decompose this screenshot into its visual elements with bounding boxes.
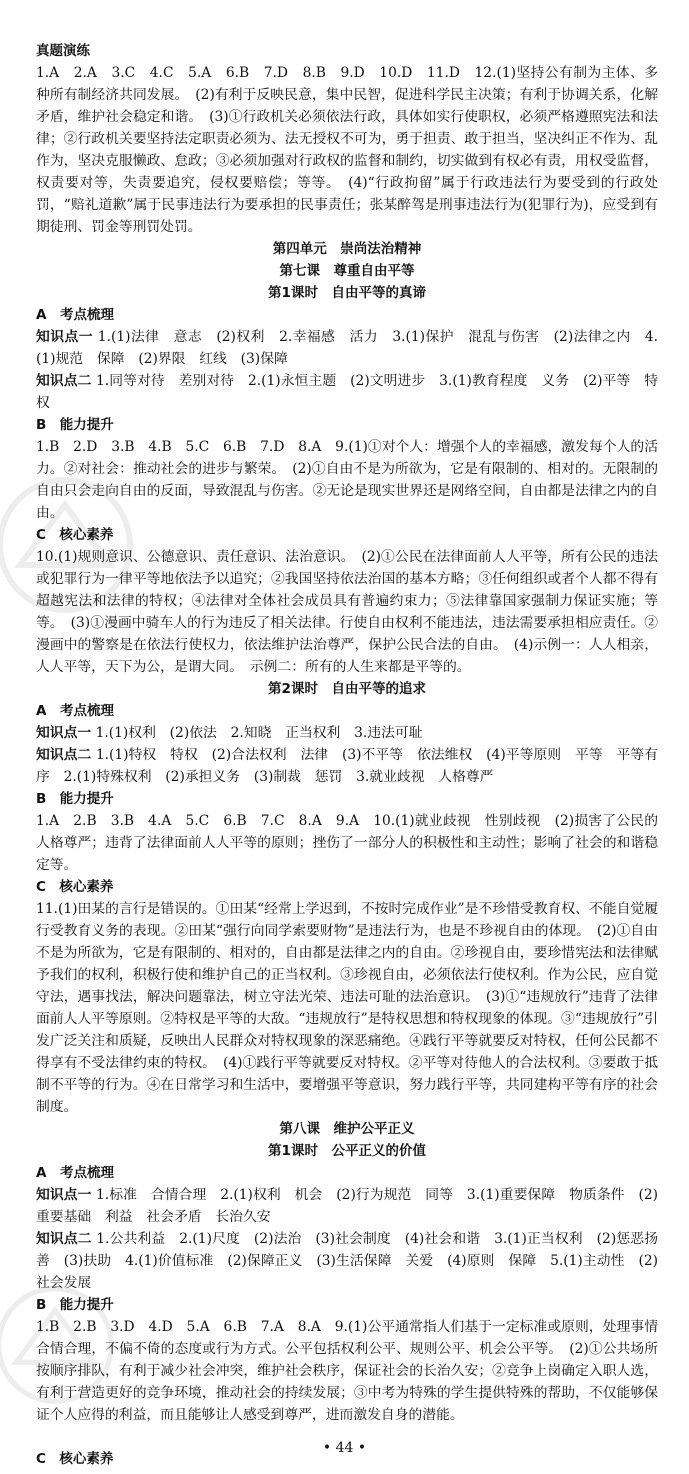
knowledge-point-text: 1.(1)法律 意志 (2)权利 2.幸福感 活力 3.(1)保护 混乱与伤害 (2)法律之内 4.(1)规范 保障 (2)界限 红线 (3)保障: [36, 329, 659, 367]
answer-paragraph: 11.(1)田某的言行是错误的。①田某“经常上学迟到，不按时完成作业”是不珍惜受教育权、不能自觉履行受教育义务的表现。②田某“强行向同学索要财物”是违法行为，也是不珍视自由的体现。 (2)①自由不是为所欲为，它是有限制的、相对的，自由都是法律之内的自由。②珍视自由，要珍惜宪法和法律赋予我们的权利，积极行使和维护自己的正当权利。③珍视自由，必须依法行使权利。作为公民，应自觉守法，遇事找法，解决问题靠法，树立守法光荣、违法可耻的法治意识。 (3)①“违规放行”违背了法律面前人人平等原则。②特权是平等的大敌。“违规放行”是特权思想和特权现象的体现。③“违规放行”引发广泛关注和质疑，反映出人民群众对特权现象的深恶痛绝。④践行平等就要反对特权，任何公民都不得享有不受法律约束的特权。 (4)①践行平等就要反对特权。②平等对待他人的合法权利。③要敢于抵制不平等的行为。④在日常学习和生活中，要增强平等意识，努力践行平等，共同建构平等有序的社会制度。: [36, 901, 658, 1115]
answer-paragraph: 10.(1)规则意识、公德意识、责任意识、法治意识。 (2)①公民在法律面前人人平等，所有公民的违法或犯罪行为一律平等地依法予以追究；②我国坚持依法治国的基本方略；③任何组织或者个人都不得有超越宪法和法律的特权；④法律对全体社会成员具有普遍约束力；⑤法律靠国家强制力保证实施；等等。 (3)①漫画中骑车人的行为违反了相关法律。行使自由权利不能违法，违法需要承担相应责任。②漫画中的警察是在依法行使权力，依法维护法治尊严，保护公民合法的自由。 (4)示例一：人人相亲，人人平等，天下为公，是谓大同。 示例二：所有的人生来都是平等的。: [36, 549, 658, 675]
section-heading: C 核心素养: [36, 527, 114, 543]
chapter-title: 第2课时 自由平等的追求: [268, 681, 426, 697]
knowledge-point: [36, 1228, 658, 1294]
section-heading: A 考点梳理: [36, 1165, 114, 1181]
answer-paragraph: 1.B 2.D 3.B 4.B 5.C 6.B 7.D 8.A 9.(1)①对个人：增强个人的幸福感，激发每个人的活力。②对社会：推动社会的进步与繁荣。 (2)①自由不是为所欲为，它是有限制的、相对的。无限制的自由只会走向自由的反面，导致混乱与伤害。②无论是现实世界还是网络空间，自由都是法律之内的自由。: [36, 439, 658, 521]
chapter-title: 第七课 尊重自由平等: [279, 263, 415, 279]
answer-paragraph: 1.A 2.B 3.B 4.A 5.C 6.B 7.C 8.A 9.A 10.(1)就业歧视 性别歧视 (2)损害了公民的人格尊严；违背了法律面前人人平等的原则；挫伤了一部分人的积极性和主动性；影响了社会的和谐稳定等。: [36, 813, 658, 873]
section-heading: B 能力提升: [36, 791, 114, 807]
answer-paragraph: 1.A 2.A 3.C 4.C 5.A 6.B 7.D 8.B 9.D 10.D 11.D 12.(1)坚持公有制为主体、多种所有制经济共同发展。 (2)有利于反映民意，集中民智，促进科学民主决策；有利于协调关系，化解矛盾，维护社会稳定和谐。 (3)①行政机关必须依法行政，具体如实行使职权，必须严格遵照宪法和法律；②行政机关要坚持法定职责必须为、法无授权不可为，勇于担责、敢于担当，坚决纠正不作为、乱作为，坚决克服懒政、怠政；③必须加强对行政权的监督和制约，切实做到有权必有责，用权受监督，权责要对等，失责要追究，侵权要赔偿；等等。 (4)“行政拘留”属于行政违法行为要受到的行政处罚，“赔礼道歉”属于民事违法行为要承担的民事责任；张某醉驾是刑事违法行为(犯罪行为)，应受到有期徒刑、罚金等刑罚处罚。: [36, 65, 658, 235]
section-heading: C 核心素养: [36, 1451, 114, 1467]
chapter-title: 第1课时 自由平等的真谛: [268, 285, 426, 301]
knowledge-point-text: 1.同等对待 差别对待 2.(1)永恒主题 (2)文明进步 3.(1)教育程度 义务 (2)平等 特权: [36, 373, 659, 411]
knowledge-point-text: 1.(1)特权 特权 (2)合法权利 法律 (3)不平等 依法维权 (4)平等原则 平等 平等有序 2.(1)特殊权利 (2)承担义务 (3)制裁 惩罚 3.就业歧视 人格尊严: [36, 747, 659, 785]
knowledge-point: [36, 326, 658, 370]
knowledge-point: [36, 744, 658, 788]
knowledge-point-label: 知识点一: [36, 725, 92, 741]
knowledge-point: [36, 370, 658, 414]
section-heading: A 考点梳理: [36, 307, 114, 323]
knowledge-point-text: 1.公共利益 2.(1)尺度 (2)法治 (3)社会制度 (4)社会和谐 3.(1)正当权利 (2)惩恶扬善 (3)扶助 4.(1)价值标准 (2)保障正义 (3)生活保障 关爱 (4)原则 保障 5.(1)主动性 (2)社会发展: [36, 1231, 659, 1291]
knowledge-point-label: 知识点二: [36, 747, 92, 763]
knowledge-point-text: 1.标准 合情合理 2.(1)权利 机会 (2)行为规范 同等 3.(1)重要保障 物质条件 (2)重要基础 利益 社会矛盾 长治久安: [36, 1187, 659, 1225]
knowledge-point-label: 知识点二: [36, 373, 92, 389]
knowledge-point: [36, 1184, 658, 1228]
knowledge-point-text: 1.(1)权利 (2)依法 2.知晓 正当权利 3.违法可耻: [95, 725, 423, 741]
section-heading: B 能力提升: [36, 417, 114, 433]
knowledge-point: [36, 722, 658, 744]
page-number: • 44 •: [322, 1440, 367, 1456]
chapter-title: 第八课 维护公平正义: [279, 1121, 415, 1137]
chapter-title: 第四单元 崇尚法治精神: [272, 241, 422, 257]
chapter-title: 第1课时 公平正义的价值: [268, 1143, 426, 1159]
knowledge-point-label: 知识点一: [36, 1187, 92, 1203]
section-heading: B 能力提升: [36, 1297, 114, 1313]
answer-paragraph: 1.B 2.B 3.D 4.D 5.A 6.B 7.A 8.A 9.(1)公平通常指人们基于一定标准或原则，处理事情合情合理，不偏不倚的态度或行为方式。公平包括权利公平、规则公平、机会公平等。 (2)①公共场所按顺序排队，有利于减少社会冲突，维护社会秩序，保证社会的长治久安；②竞争上岗确定入职人选，有利于营造更好的竞争环境，推动社会的持续发展；③中考为特殊的学生提供特殊的帮助，不仅能够保证个人应得的利益，而且能够让人感受到尊严，进而激发自身的潜能。: [36, 1319, 658, 1423]
answer-content: [36, 40, 658, 1470]
knowledge-point-label: 知识点一: [36, 329, 93, 345]
section-heading: C 核心素养: [36, 879, 114, 895]
section-heading: A 考点梳理: [36, 703, 114, 719]
knowledge-point-label: 知识点二: [36, 1231, 92, 1247]
section-heading: 真题演练: [36, 43, 90, 59]
